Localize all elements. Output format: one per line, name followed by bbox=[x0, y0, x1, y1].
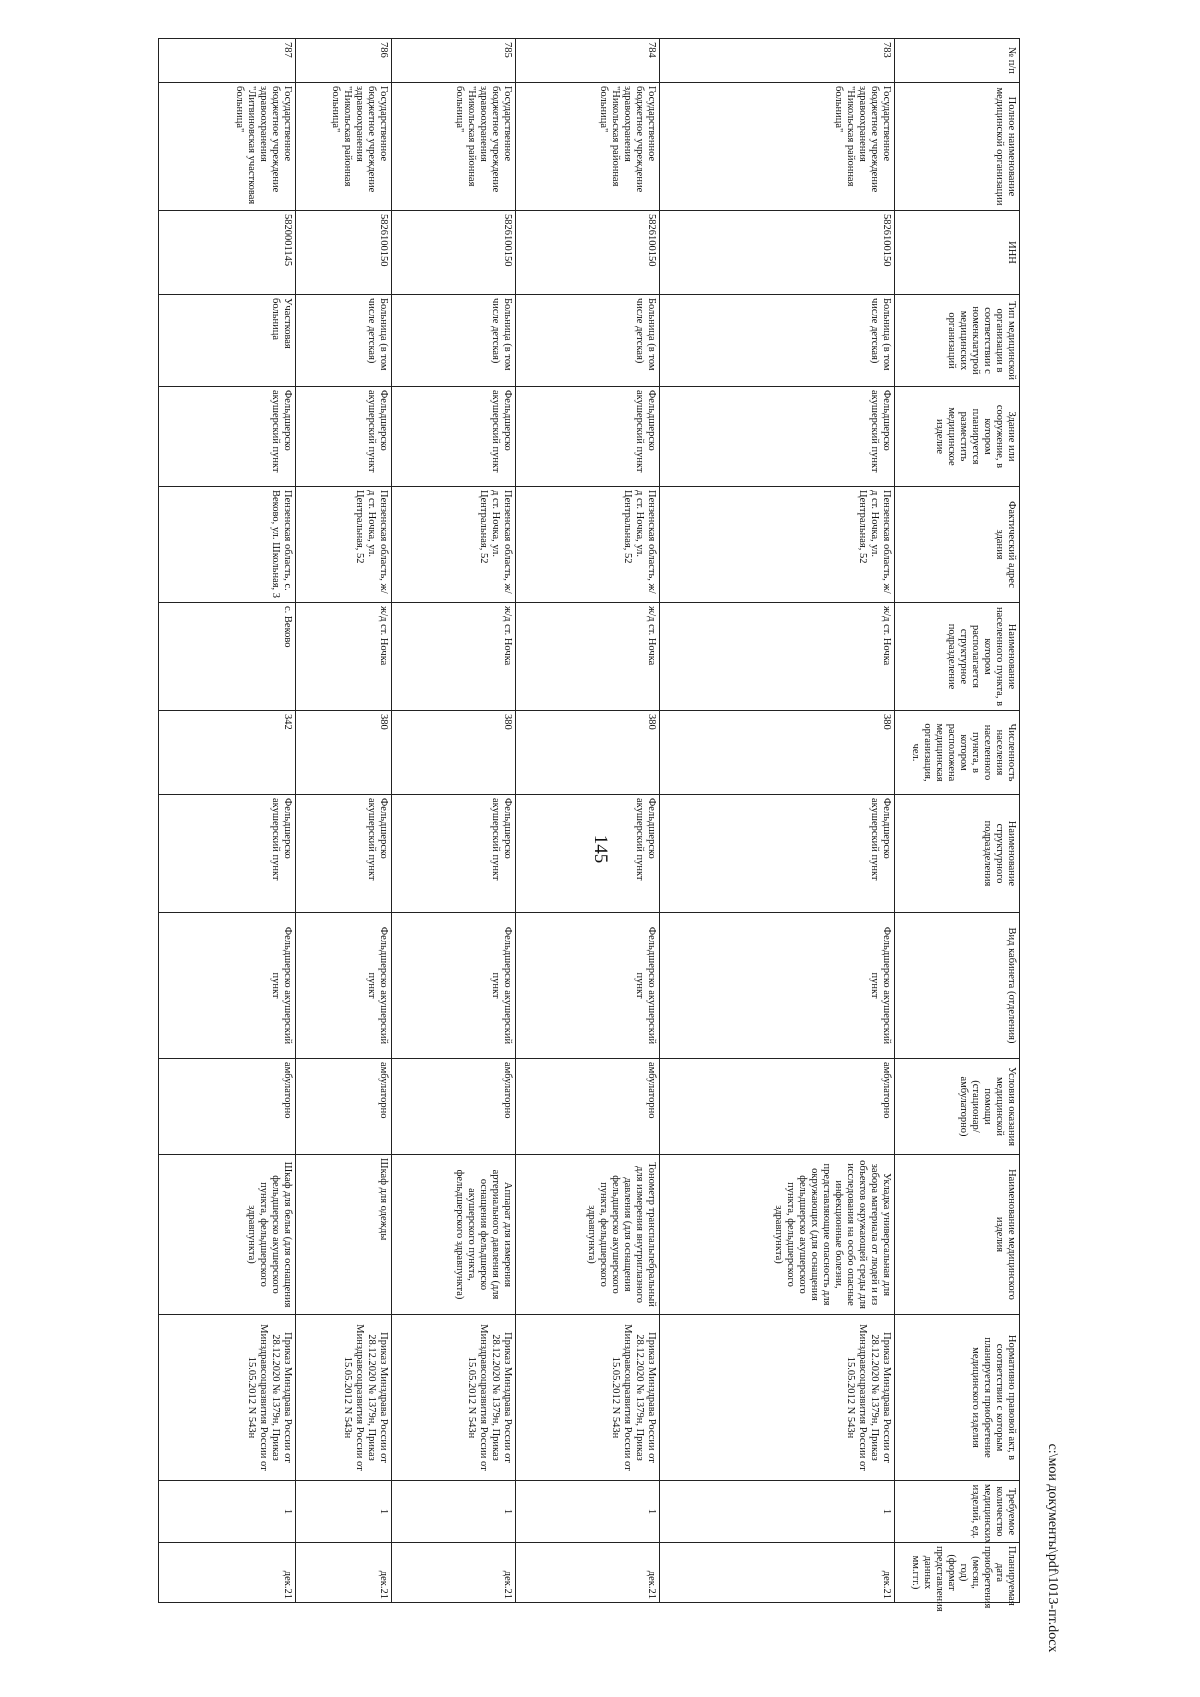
table-row bbox=[296, 39, 391, 1603]
cell-conditions: амбулаторно bbox=[159, 1059, 296, 1155]
cell-inn: 5826100150 bbox=[659, 211, 894, 295]
cell-type: Больница (в том числе детская) bbox=[659, 295, 894, 387]
cell-population: 380 bbox=[391, 711, 515, 795]
cell-address: Пензенская область, ж/д ст. Ночка, ул. Центральная, 52 bbox=[296, 487, 391, 603]
cell-building: Фельдшерско акушерский пункт bbox=[515, 387, 659, 487]
equipment-table bbox=[158, 38, 1020, 1612]
cell-act: Приказ Минздрава России от 28.12.2020 № 1379н, Приказ Минздравсоцразвития России от 15.05.2012 N 543н bbox=[391, 1315, 515, 1481]
cell-settlement: ж/д ст. Ночка bbox=[515, 603, 659, 711]
cell-conditions: амбулаторно bbox=[296, 1059, 391, 1155]
header-cell: Наименование населенного пункта, в котором располагается структурное подразделение bbox=[894, 603, 1019, 711]
cell-qty: 1 bbox=[159, 1481, 296, 1543]
rotated-table-wrapper bbox=[158, 38, 1020, 1612]
cell-num: 783 bbox=[659, 39, 894, 83]
header-cell: № п/п bbox=[894, 39, 1019, 83]
cell-address: Пензенская область, ж/д ст. Ночка, ул. Центральная, 52 bbox=[391, 487, 515, 603]
cell-qty: 1 bbox=[391, 1481, 515, 1543]
table-row bbox=[515, 39, 659, 1603]
cell-conditions: амбулаторно bbox=[659, 1059, 894, 1155]
header-cell: Полное наименование медицинской организации bbox=[894, 83, 1019, 211]
cell-inn: 5826100150 bbox=[515, 211, 659, 295]
cell-date: дек.21 bbox=[296, 1543, 391, 1603]
header-cell: Наименование структурного подразделения bbox=[894, 795, 1019, 913]
cell-building: Фельдшерско акушерский пункт bbox=[296, 387, 391, 487]
cell-org: Государственное бюджетное учреждение здравоохранения "Никольская районная больница" bbox=[515, 83, 659, 211]
cell-qty: 1 bbox=[515, 1481, 659, 1543]
cell-act: Приказ Минздрава России от 28.12.2020 № 1379н, Приказ Минздравсоцразвития России от 15.05.2012 N 543н bbox=[296, 1315, 391, 1481]
header-cell: Фактический адрес здания bbox=[894, 487, 1019, 603]
cell-address: Пензенская область, ж/д ст. Ночка, ул. Центральная, 52 bbox=[515, 487, 659, 603]
cell-address: Пензенская область, ж/д ст. Ночка, ул. Центральная, 52 bbox=[659, 487, 894, 603]
table-row bbox=[159, 39, 296, 1603]
cell-cabinet: Фельдшерско акушерский пункт bbox=[515, 913, 659, 1059]
cell-unit: Фельдшерско акушерский пункт bbox=[391, 795, 515, 913]
cell-qty: 1 bbox=[296, 1481, 391, 1543]
cell-org: Государственное бюджетное учреждение здравоохранения "Литвиновская участковая больница" bbox=[159, 83, 296, 211]
cell-building: Фельдшерско акушерский пункт bbox=[659, 387, 894, 487]
cell-settlement: ж/д ст. Ночка bbox=[391, 603, 515, 711]
cell-org: Государственное бюджетное учреждение здравоохранения "Никольская районная больница" bbox=[296, 83, 391, 211]
cell-cabinet: Фельдшерско акушерский пункт bbox=[391, 913, 515, 1059]
header-cell: Тип медицинской организации в соответствии с номенклатурой медицинских организаций bbox=[894, 295, 1019, 387]
cell-type: Больница (в том числе детская) bbox=[296, 295, 391, 387]
header-cell: Здание или сооружение, в котором планируется разместить медицинское изделие bbox=[894, 387, 1019, 487]
page-number: 145 bbox=[590, 834, 611, 864]
cell-conditions: амбулаторно bbox=[391, 1059, 515, 1155]
cell-unit: Фельдшерско акушерский пункт bbox=[159, 795, 296, 913]
cell-device: Шкаф для одежды bbox=[296, 1155, 391, 1315]
cell-org: Государственное бюджетное учреждение здравоохранения "Никольская районная больница" bbox=[659, 83, 894, 211]
cell-address: Пензенская область, с. Веково, ул. Школьная, 3 bbox=[159, 487, 296, 603]
footer-file-path: c:\мои документы\pdf\1013-пт.docx bbox=[1045, 1443, 1060, 1653]
table-row bbox=[391, 39, 515, 1603]
cell-org: Государственное бюджетное учреждение здравоохранения "Никольская районная больница" bbox=[391, 83, 515, 211]
cell-cabinet: Фельдшерско акушерский пункт bbox=[159, 913, 296, 1059]
cell-type: Больница (в том числе детская) bbox=[391, 295, 515, 387]
cell-date: дек.21 bbox=[659, 1543, 894, 1603]
header-cell: Наименование медицинского изделия bbox=[894, 1155, 1019, 1315]
cell-cabinet: Фельдшерско акушерский пункт bbox=[296, 913, 391, 1059]
cell-inn: 5826100150 bbox=[391, 211, 515, 295]
cell-device: Укладка универсальная для забора материала от людей и из объектов окружающей среды для исследования на особо опасные инфекционные болезни, представляющие опасность для окружающих (для оснащения фельдшерско акушерского пункта, фельдшерского здравпункта) bbox=[659, 1155, 894, 1315]
cell-unit: Фельдшерско акушерский пункт bbox=[659, 795, 894, 913]
cell-num: 785 bbox=[391, 39, 515, 83]
cell-population: 380 bbox=[515, 711, 659, 795]
cell-act: Приказ Минздрава России от 28.12.2020 № 1379н, Приказ Минздравсоцразвития России от 15.05.2012 N 543н bbox=[515, 1315, 659, 1481]
cell-population: 342 bbox=[159, 711, 296, 795]
cell-population: 380 bbox=[659, 711, 894, 795]
header-cell: ИНН bbox=[894, 211, 1019, 295]
cell-date: дек.21 bbox=[515, 1543, 659, 1603]
cell-device: Аппарат для измерения артериального давления (для оснащения фельдшерско акушерского пункта, фельдшерского здравпункта) bbox=[391, 1155, 515, 1315]
cell-date: дек.21 bbox=[159, 1543, 296, 1603]
cell-qty: 1 bbox=[659, 1481, 894, 1543]
cell-building: Фельдшерско акушерский пункт bbox=[159, 387, 296, 487]
cell-inn: 5820001145 bbox=[159, 211, 296, 295]
cell-device: Шкаф для белья (для оснащения фельдшерско акушерского пункта, фельдшерского здравпункта) bbox=[159, 1155, 296, 1315]
cell-type: Участковая больница bbox=[159, 295, 296, 387]
header-cell: Требуемое количество медицинских изделий, ед. bbox=[894, 1481, 1019, 1543]
cell-device: Тонометр транспальпебральный для измерения внутриглазного давления (для оснащения фельдшерско акушерского пункта, фельдшерского здравпункта) bbox=[515, 1155, 659, 1315]
cell-settlement: с. Веково bbox=[159, 603, 296, 711]
cell-unit: Фельдшерско акушерский пункт bbox=[296, 795, 391, 913]
table-header-row bbox=[894, 39, 1019, 1603]
cell-settlement: ж/д ст. Ночка bbox=[296, 603, 391, 711]
cell-population: 380 bbox=[296, 711, 391, 795]
cell-num: 786 bbox=[296, 39, 391, 83]
cell-cabinet: Фельдшерско акушерский пункт bbox=[659, 913, 894, 1059]
cell-num: 787 bbox=[159, 39, 296, 83]
header-cell: Планируемая дата приобретения (месяц, год) (формат представления данных мм.ггг.) bbox=[894, 1543, 1019, 1603]
header-cell: Численность населения населенного пункта, в котором расположена медицинская организация, чел. bbox=[894, 711, 1019, 795]
cell-num: 784 bbox=[515, 39, 659, 83]
cell-type: Больница (в том числе детская) bbox=[515, 295, 659, 387]
cell-act: Приказ Минздрава России от 28.12.2020 № 1379н, Приказ Минздравсоцразвития России от 15.05.2012 N 543н bbox=[659, 1315, 894, 1481]
cell-date: дек.21 bbox=[391, 1543, 515, 1603]
header-cell: Условия оказания медицинской помощи (стационар/амбулаторно) bbox=[894, 1059, 1019, 1155]
cell-conditions: амбулаторно bbox=[515, 1059, 659, 1155]
cell-unit: Фельдшерско акушерский пункт bbox=[515, 795, 659, 913]
cell-inn: 5826100150 bbox=[296, 211, 391, 295]
header-cell: Нормативно правовой акт, в соответствии с которым планируется приобретение медицинского изделия bbox=[894, 1315, 1019, 1481]
header-cell: Вид кабинета (отделения) bbox=[894, 913, 1019, 1059]
cell-building: Фельдшерско акушерский пункт bbox=[391, 387, 515, 487]
cell-act: Приказ Минздрава России от 28.12.2020 № 1379н, Приказ Минздравсоцразвития России от 15.05.2012 N 543н bbox=[159, 1315, 296, 1481]
table-row bbox=[659, 39, 894, 1603]
cell-settlement: ж/д ст. Ночка bbox=[659, 603, 894, 711]
